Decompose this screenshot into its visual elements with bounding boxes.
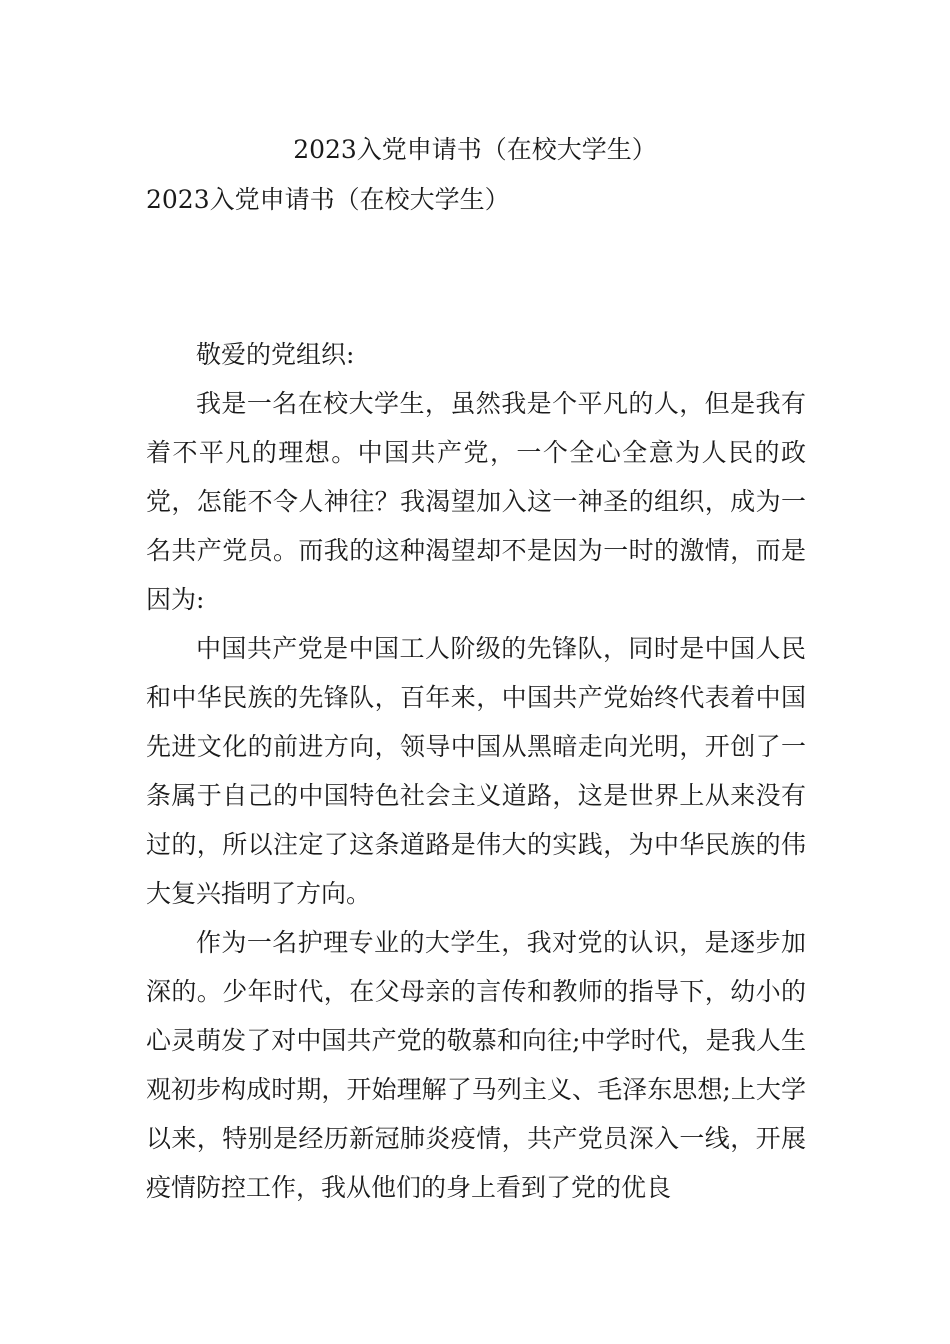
document-subtitle: 2023入党申请书（在校大学生） <box>146 185 510 214</box>
paragraph-3: 作为一名护理专业的大学生，我对党的认识，是逐步加深的。少年时代，在父母亲的言传和教师的指导下，幼小的心灵萌发了对中国共产党的敬慕和向往;中学时代，是我人生观初步构成时期，开始理解了马列主义、毛泽东思想;上大学以来，特别是经历新冠肺炎疫情，共产党员深入一线，开展疫情防控工作，我从他们的身上看到了党的优良 <box>146 928 806 1202</box>
paragraph-2: 中国共产党是中国工人阶级的先锋队，同时是中国人民和中华民族的先锋队，百年来，中国共产党始终代表着中国先进文化的前进方向，领导中国从黑暗走向光明，开创了一条属于自己的中国特色社会主义道路，这是世界上从来没有过的，所以注定了这条道路是伟大的实践，为中华民族的伟大复兴指明了方向。 <box>146 634 806 908</box>
salutation: 敬爱的党组织: <box>196 340 355 369</box>
paragraph-1: 我是一名在校大学生，虽然我是个平凡的人，但是我有着不平凡的理想。中国共产党，一个全心全意为人民的政党，怎能不令人神往？我渴望加入这一神圣的组织，成为一名共产党员。而我的这种渴望却不是因为一时的激情，而是因为: <box>146 389 806 614</box>
document-body <box>146 330 806 1212</box>
document-title: 2023入党申请书（在校大学生） <box>293 135 657 164</box>
